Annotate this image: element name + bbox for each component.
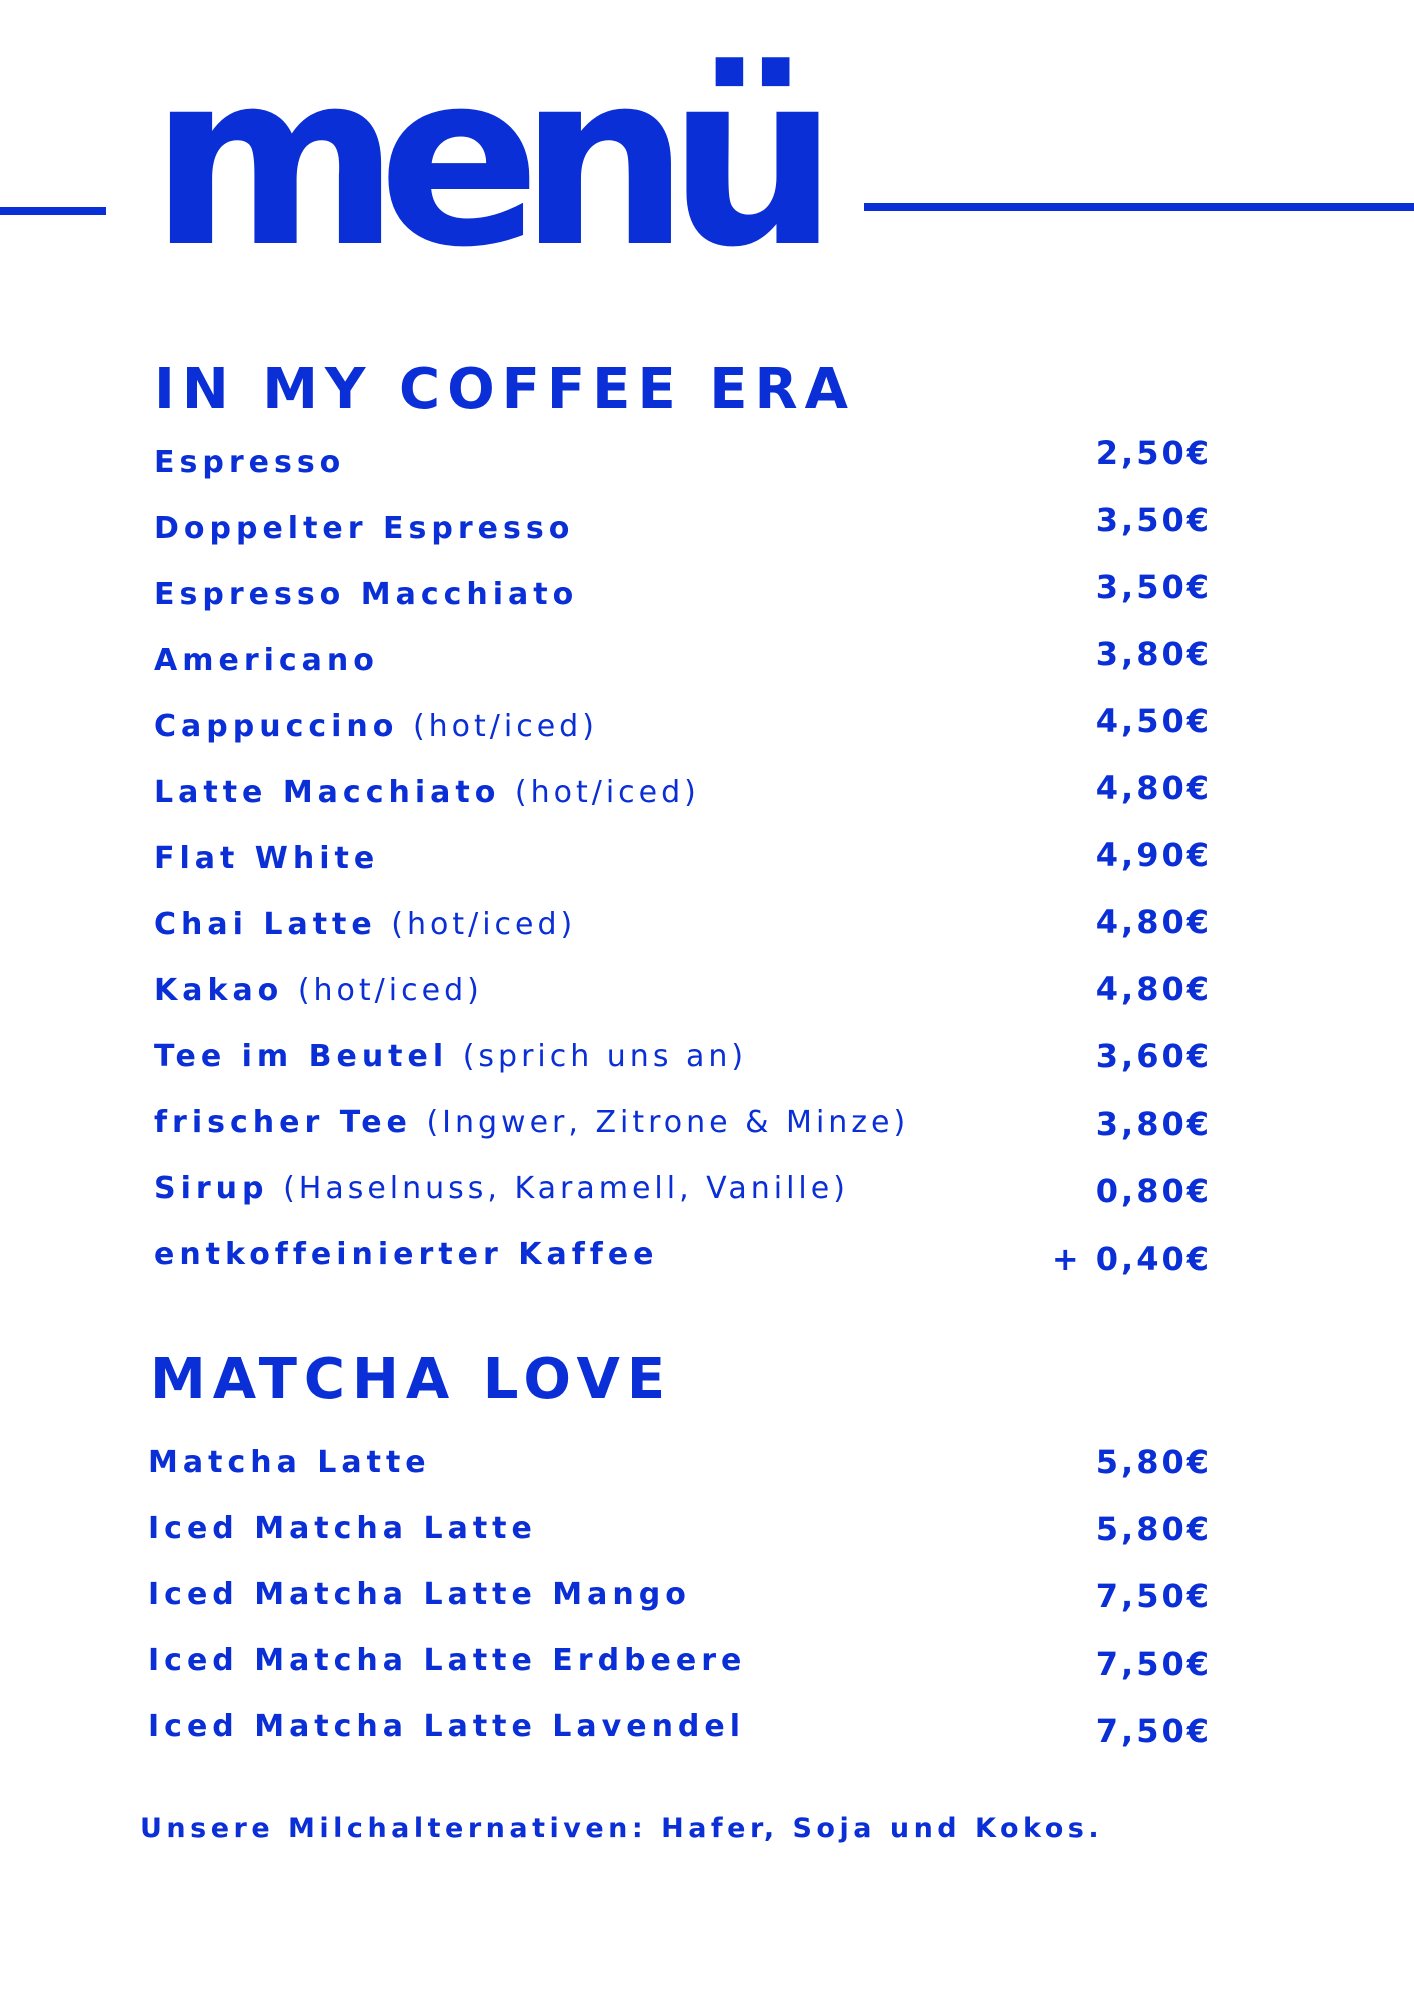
- item-name: Espresso Macchiato: [154, 577, 579, 612]
- item-label: [154, 1237, 659, 1272]
- item-label: [148, 1643, 747, 1678]
- item-label: [154, 643, 379, 678]
- item-price: 2,50€: [1095, 434, 1212, 472]
- item-price: 4,80€: [1095, 769, 1212, 807]
- item-label: [148, 1445, 431, 1480]
- item-price: 3,50€: [1095, 501, 1212, 539]
- item-label: [154, 1171, 849, 1206]
- item-note: (Ingwer, Zitrone & Minze): [426, 1105, 910, 1140]
- item-price: 7,50€: [1095, 1577, 1212, 1615]
- item-price: + 0,40€: [1051, 1240, 1212, 1278]
- item-price: 3,60€: [1095, 1037, 1212, 1075]
- item-label: [154, 709, 598, 744]
- item-label: [154, 973, 483, 1008]
- item-price: 4,80€: [1095, 903, 1212, 941]
- item-note: (hot/iced): [514, 775, 700, 810]
- item-name: Espresso: [154, 445, 346, 480]
- item-label: [154, 511, 575, 546]
- item-name: entkoffeinierter Kaffee: [154, 1237, 659, 1272]
- decorative-rule-left: [0, 207, 106, 215]
- item-price: 7,50€: [1095, 1712, 1212, 1750]
- item-price: 5,80€: [1095, 1443, 1212, 1481]
- item-note: (hot/iced): [391, 907, 577, 942]
- item-label: [154, 841, 380, 876]
- item-label: [154, 1105, 910, 1140]
- item-price: 0,80€: [1095, 1172, 1212, 1210]
- item-label: [148, 1511, 537, 1546]
- item-name: Tee im Beutel: [154, 1039, 449, 1074]
- item-price: 7,50€: [1095, 1645, 1212, 1683]
- item-name: Iced Matcha Latte Mango: [148, 1577, 691, 1612]
- item-label: [154, 775, 700, 810]
- decorative-rule-right: [864, 203, 1414, 211]
- item-name: Doppelter Espresso: [154, 511, 575, 546]
- item-price: 4,80€: [1095, 970, 1212, 1008]
- item-price: 4,50€: [1095, 702, 1212, 740]
- item-name: frischer Tee: [154, 1105, 412, 1140]
- item-name: Flat White: [154, 841, 380, 876]
- item-name: Chai Latte: [154, 907, 377, 942]
- item-name: Kakao: [154, 973, 284, 1008]
- item-name: Iced Matcha Latte Erdbeere: [148, 1643, 747, 1678]
- item-label: [154, 1039, 748, 1074]
- milk-alternatives-note: Unsere Milchalternativen: Hafer, Soja und Kokos.: [140, 1813, 1104, 1844]
- item-name: Cappuccino: [154, 709, 399, 744]
- section-title-coffee: IN MY COFFEE ERA: [154, 357, 855, 422]
- item-label: [154, 907, 577, 942]
- item-note: (hot/iced): [297, 973, 483, 1008]
- item-price: 5,80€: [1095, 1510, 1212, 1548]
- item-name: Sirup: [154, 1171, 269, 1206]
- item-label: [148, 1577, 691, 1612]
- item-name: Matcha Latte: [148, 1445, 431, 1480]
- item-name: Latte Macchiato: [154, 775, 501, 810]
- item-price: 3,80€: [1095, 1105, 1212, 1143]
- item-note: (hot/iced): [412, 709, 598, 744]
- item-label: [154, 445, 346, 480]
- item-label: [148, 1709, 746, 1744]
- item-label: [154, 577, 579, 612]
- item-name: Iced Matcha Latte Lavendel: [148, 1709, 746, 1744]
- item-price: 3,50€: [1095, 568, 1212, 606]
- item-name: Americano: [154, 643, 379, 678]
- item-price: 3,80€: [1095, 635, 1212, 673]
- item-note: (sprich uns an): [462, 1039, 748, 1074]
- section-title-matcha: MATCHA LOVE: [150, 1347, 673, 1412]
- item-note: (Haselnuss, Karamell, Vanille): [283, 1171, 849, 1206]
- menu-title: menü: [150, 20, 817, 300]
- item-price: 4,90€: [1095, 836, 1212, 874]
- item-name: Iced Matcha Latte: [148, 1511, 537, 1546]
